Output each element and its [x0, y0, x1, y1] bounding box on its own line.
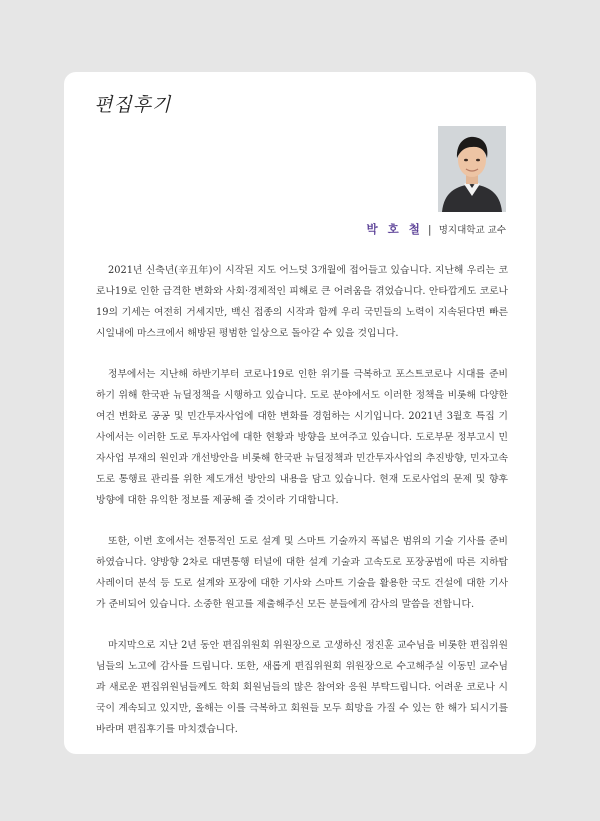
author-name: 박 호 철	[366, 222, 423, 236]
paragraph: 2021년 신축년(辛丑年)이 시작된 지도 어느덧 3개월에 접어들고 있습니다. 지난해 우리는 코로나19로 인한 급격한 변화와 사회·경제적인 피해로 큰 어려움을 겪었습니다. 안타깝게도 코로나19의 기세는 여전히 거세지만, 백신 접종의 시작과 함께 우리 국민들의 노력이 지속된다면 빠른 시일내에 마스크에서 해방된 평범한 일상으로 돌아갈 수 있을 것입니다.	[96, 265, 508, 339]
author-photo	[438, 126, 506, 212]
paragraph: 정부에서는 지난해 하반기부터 코로나19로 인한 위기를 극복하고 포스트코로나 시대를 준비하기 위해 한국판 뉴딜정책을 시행하고 있습니다. 도로 분야에서도 이러한 정책을 비롯해 다양한 여건 변화로 공공 및 민간투자사업에 대한 변화를 경험하는 시기입니다. 2021년 3월호 특집 기사에서는 이러한 도로 투자사업에 대한 현황과 방향을 보여주고 있습니다. 도로부문 정부고시 민자사업 부재의 원인과 개선방안을 비롯해 한국판 뉴딜정책과 민간투자사업의 추진방향, 민자고속도로 통행료 관리를 위한 제도개선 방안의 내용을 담고 있습니다. 현재 도로사업의 문제 및 향후 방향에 대한 유익한 정보를 제공해 줄 것이라 기대합니다.	[96, 369, 508, 506]
paragraph: 마지막으로 지난 2년 동안 편집위원회 위원장으로 고생하신 정진훈 교수님을 비롯한 편집위원님들의 노고에 감사를 드립니다. 또한, 새롭게 편집위원회 위원장으로 수고해주실 이동민 교수님과 새로운 편집위원님들께도 학회 회원님들의 많은 참여와 응원 부탁드립니다. 어려운 코로나 시국이 계속되고 있지만, 올해는 이를 극복하고 회원들 모두 희망을 가질 수 있는 한 해가 되시기를 바라며 편집후기를 마치겠습니다.	[96, 640, 508, 735]
author-affiliation: 명지대학교 교수	[438, 225, 506, 236]
author-credit	[366, 218, 506, 237]
author-portrait-icon	[438, 126, 506, 212]
editorial-body	[96, 260, 508, 754]
editorial-card	[64, 72, 536, 754]
paragraph: 또한, 이번 호에서는 전통적인 도로 설계 및 스마트 기술까지 폭넓은 범위의 기술 기사를 준비하였습니다. 양방향 2차로 대면통행 터널에 대한 설계 기술과 고속도로 포장공법에 따른 지하탑사레이더 분석 등 도로 설계와 포장에 대한 기사와 스마트 기술을 활용한 국도 건설에 대한 기사가 준비되어 있습니다. 소중한 원고를 제출해주신 모든 분들에게 감사의 말씀을 전합니다.	[96, 536, 508, 610]
page-title: 편집후기	[94, 94, 172, 116]
author-separator: |	[427, 223, 432, 236]
